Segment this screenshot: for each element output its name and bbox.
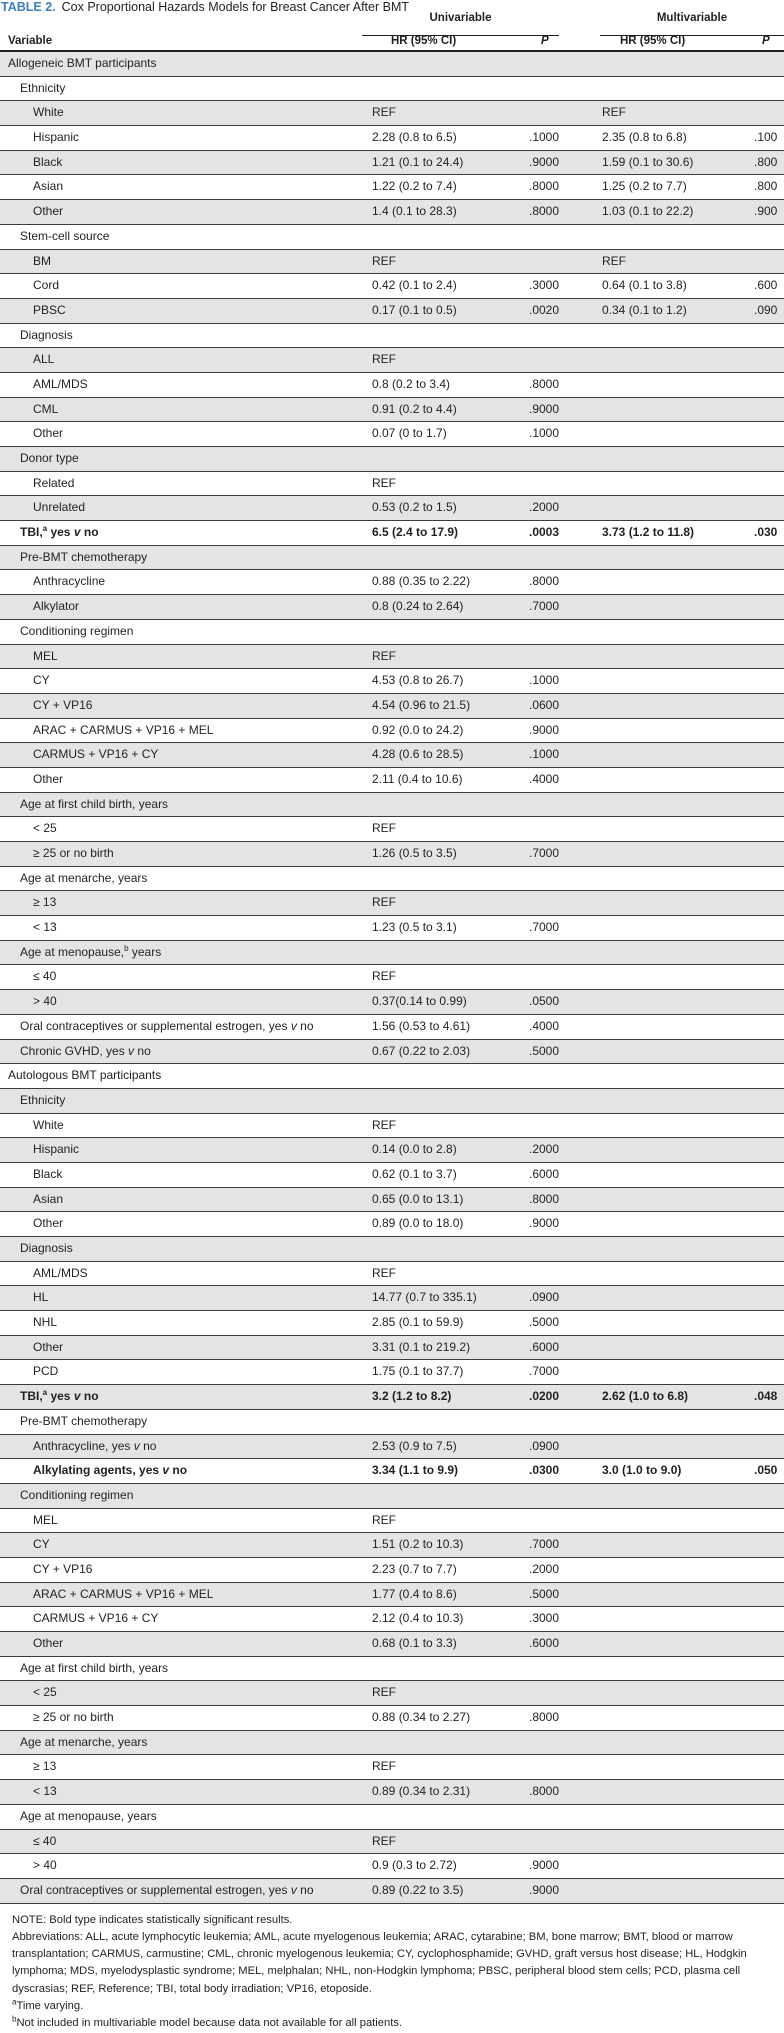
hr-univariable-cell: 3.31 (0.1 to 219.2) — [372, 1339, 471, 1354]
table-row — [0, 1780, 784, 1805]
variable-cell: ARAC + CARMUS + VP16 + MEL — [33, 1586, 214, 1601]
table-row — [0, 225, 784, 250]
table-row — [0, 101, 784, 126]
table-row — [0, 570, 784, 595]
table-row — [0, 1385, 784, 1410]
variable-cell: < 25 — [33, 1685, 57, 1700]
hr-multivariable-cell: 1.03 (0.1 to 22.2) — [602, 204, 694, 219]
table-row — [0, 151, 784, 176]
table-row — [0, 620, 784, 645]
table-row — [0, 398, 784, 423]
p-multivariable-cell: .048 — [754, 1389, 778, 1404]
hr-univariable-cell: 1.21 (0.1 to 24.4) — [372, 154, 464, 169]
table-row — [0, 768, 784, 793]
variable-cell: Hispanic — [33, 1142, 80, 1157]
table-row — [0, 200, 784, 225]
variable-cell: Black — [33, 154, 63, 169]
table-row — [0, 1188, 784, 1213]
table-row — [0, 842, 784, 867]
variable-cell: Autologous BMT participants — [8, 1068, 162, 1083]
hr-univariable-cell: 0.14 (0.0 to 2.8) — [372, 1142, 457, 1157]
variable-cell: NHL — [33, 1315, 58, 1330]
variable-cell: Ethnicity — [20, 1092, 66, 1107]
p-univariable-cell: .3000 — [529, 1611, 560, 1626]
table-row — [0, 743, 784, 768]
variable-cell: Age at first child birth, years — [20, 796, 169, 811]
table-row — [0, 1360, 784, 1385]
table-row — [0, 373, 784, 398]
p-univariable-cell: .1000 — [529, 426, 560, 441]
table-row — [0, 1311, 784, 1336]
variable-cell: CY + VP16 — [33, 1561, 93, 1576]
table-row — [0, 595, 784, 620]
table-row — [0, 1435, 784, 1460]
hr-multivariable-cell: REF — [602, 253, 626, 268]
p-univariable-cell: .2000 — [529, 1561, 560, 1576]
p-univariable-cell: .2000 — [529, 1142, 560, 1157]
hr-multivariable-cell: 0.34 (0.1 to 1.2) — [602, 302, 687, 317]
table-row — [0, 891, 784, 916]
p-univariable-cell: .7000 — [529, 1364, 560, 1379]
variable-cell: < 25 — [33, 821, 57, 836]
multivariable-header: Multivariable — [656, 12, 728, 24]
hr-univariable-cell: REF — [372, 1117, 396, 1132]
p-univariable-cell: .6000 — [529, 1166, 560, 1181]
variable-cell: PCD — [33, 1364, 59, 1379]
variable-cell: Unrelated — [33, 500, 86, 515]
table-row — [0, 1262, 784, 1287]
table-notes — [0, 1904, 784, 2033]
p-univariable-cell: .1000 — [529, 673, 560, 688]
table-row — [0, 1558, 784, 1583]
hr-univariable-cell: 0.07 (0 to 1.7) — [372, 426, 447, 441]
variable-cell: Age at menarche, years — [20, 870, 148, 885]
p-univariable-cell: .7000 — [529, 1537, 560, 1552]
table-row — [0, 175, 784, 200]
variable-cell: Asian — [33, 1191, 64, 1206]
hr-univariable-cell: 2.12 (0.4 to 10.3) — [372, 1611, 464, 1626]
p-univariable-cell: .8000 — [529, 1710, 560, 1725]
p-univariable-cell: .9000 — [529, 1882, 560, 1897]
p-univariable-cell: .7000 — [529, 846, 560, 860]
hr-univariable-cell: 0.67 (0.22 to 2.03) — [372, 1043, 471, 1058]
hr-multivariable-cell: 3.73 (1.2 to 11.8) — [602, 525, 695, 540]
table-row — [0, 1138, 784, 1163]
variable-cell: Other — [33, 204, 64, 219]
table-row — [0, 1509, 784, 1534]
hr-univariable-cell: 0.62 (0.1 to 3.7) — [372, 1166, 457, 1181]
p-univariable-cell: .7000 — [529, 599, 560, 614]
variable-cell: Hispanic — [33, 130, 80, 145]
hr-univariable-cell: 2.28 (0.8 to 6.5) — [372, 130, 457, 145]
hr-univariable-cell: 0.8 (0.2 to 3.4) — [372, 376, 451, 391]
table-row — [0, 1830, 784, 1855]
variable-cell: Chronic GVHD, yes v no — [20, 1043, 151, 1058]
table-row — [0, 447, 784, 472]
hr-univariable-cell: 2.11 (0.4 to 10.6) — [372, 771, 463, 786]
p-univariable-cell: .4000 — [529, 1018, 560, 1033]
variable-cell: MEL — [33, 1512, 58, 1527]
table-row — [0, 1163, 784, 1188]
note-abbreviations: Abbreviations: ALL, acute lymphocytic leukemia; AML, acute myelogenous leukemia; ARAC, cytarabine; BM, bone marrow; BMT, blood or marrow transplantation; CARMUS, carmustine; CML, chronic myelogenous leukemia; CY, cyclophosphamide; GVHD, graft versus host disease; HL, Hodgkin lymphoma; MDS, myelodysplastic syndrome; MEL, melphalan; NHL, non-Hodgkin lymphoma; PBSC, peripheral blood stem cells; PCD, plasma cell dyscrasias; REF, Reference; TBI, total body irradiation; VP16, etoposide. — [12, 1930, 747, 1995]
hr-univariable-cell: 4.28 (0.6 to 28.5) — [372, 747, 464, 762]
column-header-row — [0, 22, 784, 52]
hr-univariable-cell: REF — [372, 1759, 396, 1774]
hr-univariable-cell: REF — [372, 895, 396, 910]
table-row — [0, 1237, 784, 1262]
hr-univariable-cell: 0.17 (0.1 to 0.5) — [372, 302, 457, 317]
hr-univariable-cell: REF — [372, 352, 396, 367]
footnote-a: $^a$Time varying. — [12, 1997, 84, 2013]
table-row — [0, 422, 784, 447]
variable-cell: PBSC — [33, 302, 66, 317]
p-univariable-cell: .5000 — [529, 1043, 560, 1058]
table-row — [0, 1731, 784, 1756]
table-row — [0, 965, 784, 990]
hr-univariable-cell: 0.89 (0.0 to 18.0) — [372, 1216, 464, 1231]
variable-cell: > 40 — [33, 994, 57, 1009]
table-row — [0, 1632, 784, 1657]
variable-cell: Other — [33, 426, 64, 441]
hr-univariable-cell: 4.53 (0.8 to 26.7) — [372, 673, 464, 688]
table-row — [0, 1583, 784, 1608]
variable-cell: Other — [33, 771, 64, 786]
p-univariable-cell: .0900 — [529, 1438, 560, 1453]
p-multivariable-cell: .030 — [754, 525, 778, 540]
variable-cell: Cord — [33, 278, 60, 293]
variable-cell: CY + VP16 — [33, 697, 93, 712]
univariable-header: Univariable — [429, 12, 492, 24]
variable-cell: Donor type — [20, 451, 79, 465]
variable-cell: Diagnosis — [20, 327, 73, 342]
variable-cell: CML — [33, 401, 59, 416]
variable-cell: TBI,$^a$ yes v no — [20, 1388, 99, 1404]
table-row — [0, 1212, 784, 1237]
p-univariable-cell: .2000 — [529, 500, 560, 515]
variable-cell: Conditioning regimen — [20, 1487, 134, 1502]
p-multivariable-cell: .900 — [754, 204, 778, 219]
variable-cell: MEL — [33, 648, 58, 663]
variable-cell: Black — [33, 1166, 63, 1181]
variable-cell: Alkylator — [33, 599, 80, 614]
table-row — [0, 324, 784, 349]
hr-univariable-cell: 2.85 (0.1 to 59.9) — [372, 1315, 464, 1330]
hr-univariable-cell: 0.42 (0.1 to 2.4) — [372, 278, 457, 293]
hr-univariable-cell: 0.37(0.14 to 0.99) — [372, 994, 467, 1009]
table-row — [0, 1854, 784, 1879]
hr-univariable-cell: 0.8 (0.24 to 2.64) — [372, 599, 464, 614]
hr-univariable-cell: 3.2 (1.2 to 8.2) — [372, 1389, 452, 1404]
p-univariable-cell: .1000 — [529, 130, 560, 145]
variable-cell: Ethnicity — [20, 80, 66, 95]
variable-cell: Pre-BMT chemotherapy — [20, 1413, 148, 1428]
variable-cell: Other — [33, 1339, 64, 1354]
table-row — [0, 496, 784, 521]
table-row — [0, 52, 784, 77]
variable-cell: Age at first child birth, years — [20, 1660, 169, 1675]
p-multivariable-cell: .800 — [754, 179, 778, 194]
hr-univariable-cell: 0.89 (0.22 to 3.5) — [372, 1882, 464, 1897]
table-row — [0, 1681, 784, 1706]
hr-multivariable-cell: 3.0 (1.0 to 9.0) — [602, 1463, 682, 1478]
variable-cell: Other — [33, 1216, 64, 1231]
p-univariable-cell: .7000 — [529, 920, 560, 935]
hr-univariable-cell: 1.75 (0.1 to 37.7) — [372, 1364, 464, 1379]
variable-cell: CARMUS + VP16 + CY — [33, 747, 159, 762]
variable-cell: Oral contraceptives or supplemental estrogen, yes v no — [20, 1882, 314, 1897]
p-univariable-cell: .8000 — [529, 1784, 560, 1799]
table-body — [0, 52, 784, 1904]
hr-univariable-cell: REF — [372, 1512, 396, 1527]
table-row — [0, 250, 784, 275]
p-univariable-cell: .8000 — [529, 179, 560, 194]
p-univariable-cell: .6000 — [529, 1636, 560, 1650]
p-univariable-cell: .0300 — [529, 1463, 560, 1478]
table-label: TABLE 2. — [1, 0, 56, 14]
p-univariable-cell: .0003 — [529, 525, 560, 540]
hr-univariable-cell: 0.68 (0.1 to 3.3) — [372, 1636, 457, 1650]
variable-cell: AML/MDS — [33, 376, 88, 391]
table-row — [0, 645, 784, 670]
variable-cell: ≤ 40 — [33, 969, 57, 984]
hr-univariable-cell: 2.23 (0.7 to 7.7) — [372, 1561, 457, 1576]
table-row — [0, 669, 784, 694]
variable-cell: Other — [33, 1636, 64, 1650]
variable-cell: ARAC + CARMUS + VP16 + MEL — [33, 722, 214, 737]
hr-univariable-cell: REF — [372, 1685, 396, 1700]
table-row — [0, 1089, 784, 1114]
variable-cell: AML/MDS — [33, 1265, 88, 1280]
hr-multivariable-cell: REF — [602, 105, 626, 120]
variable-cell: HL — [33, 1290, 49, 1305]
hr-multivariable-cell: 0.64 (0.1 to 3.8) — [602, 278, 687, 293]
variable-cell: ≥ 13 — [33, 1759, 57, 1774]
table-row — [0, 1286, 784, 1311]
hr-univariable-cell: 2.53 (0.9 to 7.5) — [372, 1438, 457, 1453]
hr-univariable-cell: REF — [372, 648, 396, 663]
hr-univariable-cell: 0.92 (0.0 to 24.2) — [372, 722, 464, 737]
table-row — [0, 77, 784, 102]
table-row — [0, 274, 784, 299]
table-row — [0, 1459, 784, 1484]
hr-univariable-cell: REF — [372, 1265, 396, 1280]
p-univariable-cell: .5000 — [529, 1315, 560, 1330]
table-row — [0, 719, 784, 744]
table-row — [0, 817, 784, 842]
hr-univariable-cell: 0.88 (0.35 to 2.22) — [372, 574, 471, 589]
p-univariable-cell: .9000 — [529, 1858, 560, 1873]
col-p-univariable: P — [541, 35, 549, 47]
p-univariable-cell: .5000 — [529, 1586, 560, 1601]
p-multivariable-cell: .100 — [754, 130, 778, 145]
variable-cell: TBI,$^a$ yes v no — [20, 524, 99, 540]
col-p-multivariable: P — [762, 35, 770, 47]
p-multivariable-cell: .050 — [754, 1463, 778, 1478]
table-row — [0, 472, 784, 497]
p-univariable-cell: .9000 — [529, 1216, 560, 1231]
hr-univariable-cell: REF — [372, 475, 396, 490]
variable-cell: ALL — [33, 352, 55, 367]
p-multivariable-cell: .090 — [754, 302, 778, 317]
table-row — [0, 1015, 784, 1040]
hr-multivariable-cell: 2.35 (0.8 to 6.8) — [602, 130, 687, 145]
p-univariable-cell: .0900 — [529, 1290, 560, 1305]
hr-univariable-cell: 4.54 (0.96 to 21.5) — [372, 697, 471, 712]
p-univariable-cell: .0020 — [529, 302, 560, 317]
p-univariable-cell: .8000 — [529, 1191, 560, 1206]
table-row — [0, 1706, 784, 1731]
hr-univariable-cell: 1.51 (0.2 to 10.3) — [372, 1537, 464, 1552]
variable-cell: Pre-BMT chemotherapy — [20, 549, 148, 564]
hr-univariable-cell: 1.77 (0.4 to 8.6) — [372, 1586, 457, 1601]
table-row — [0, 1064, 784, 1089]
p-multivariable-cell: .800 — [754, 154, 778, 169]
variable-cell: Asian — [33, 179, 64, 194]
p-multivariable-cell: .600 — [754, 278, 778, 293]
note-bold: NOTE: Bold type indicates statistically significant results. — [12, 1913, 293, 1926]
col-variable: Variable — [8, 35, 53, 47]
p-univariable-cell: .0600 — [529, 697, 560, 712]
table-row — [0, 1657, 784, 1682]
hr-univariable-cell: 1.23 (0.5 to 3.1) — [372, 920, 457, 935]
hr-univariable-cell: REF — [372, 969, 396, 984]
variable-cell: Age at menarche, years — [20, 1734, 148, 1749]
hr-univariable-cell: 1.26 (0.5 to 3.5) — [372, 846, 457, 860]
table-row — [0, 1336, 784, 1361]
variable-cell: < 13 — [33, 920, 57, 935]
p-univariable-cell: .1000 — [529, 747, 560, 762]
variable-cell: White — [33, 105, 64, 120]
hr-univariable-cell: REF — [372, 105, 396, 120]
variable-cell: ≤ 40 — [33, 1833, 57, 1848]
hr-multivariable-cell: 1.25 (0.2 to 7.7) — [602, 179, 687, 194]
variable-cell: White — [33, 1117, 64, 1132]
variable-cell: ≥ 13 — [33, 895, 57, 910]
variable-cell: Oral contraceptives or supplemental estrogen, yes v no — [20, 1018, 314, 1033]
table-row — [0, 916, 784, 941]
variable-cell: ≥ 25 or no birth — [33, 846, 114, 860]
variable-cell: > 40 — [33, 1858, 57, 1873]
footnote-b: $^b$Not included in multivariable model because data not available for all patients. — [12, 2014, 403, 2030]
table-row — [0, 1040, 784, 1065]
hr-univariable-cell: 6.5 (2.4 to 17.9) — [372, 525, 459, 540]
p-univariable-cell: .9000 — [529, 154, 560, 169]
p-univariable-cell: .8000 — [529, 574, 560, 589]
table-row — [0, 1805, 784, 1830]
hr-univariable-cell: 1.56 (0.53 to 4.61) — [372, 1018, 471, 1033]
table-row — [0, 348, 784, 373]
variable-cell: Stem-cell source — [20, 228, 110, 243]
table-row — [0, 990, 784, 1015]
variable-cell: Alkylating agents, yes v no — [33, 1463, 188, 1478]
variable-cell: CARMUS + VP16 + CY — [33, 1611, 159, 1626]
table-row — [0, 521, 784, 546]
hr-univariable-cell: 0.91 (0.2 to 4.4) — [372, 401, 457, 416]
variable-cell: BM — [33, 253, 51, 268]
p-univariable-cell: .0500 — [529, 994, 560, 1009]
variable-cell: Age at menopause, years — [20, 1808, 157, 1823]
hr-univariable-cell: 1.4 (0.1 to 28.3) — [372, 204, 457, 219]
table-row — [0, 546, 784, 571]
variable-cell: Anthracycline — [33, 574, 106, 589]
table-row — [0, 793, 784, 818]
p-univariable-cell: .9000 — [529, 722, 560, 737]
hr-univariable-cell: 3.34 (1.1 to 9.9) — [372, 1463, 459, 1478]
table-row — [0, 1533, 784, 1558]
hr-univariable-cell: 14.77 (0.7 to 335.1) — [372, 1290, 477, 1305]
variable-cell: CY — [33, 673, 50, 688]
p-univariable-cell: .0200 — [529, 1389, 560, 1404]
table-row — [0, 941, 784, 966]
table-row — [0, 1755, 784, 1780]
variable-cell: Diagnosis — [20, 1241, 73, 1255]
p-univariable-cell: .3000 — [529, 278, 560, 293]
p-univariable-cell: .4000 — [529, 771, 560, 786]
hr-univariable-cell: 0.88 (0.34 to 2.27) — [372, 1710, 471, 1725]
variable-cell: Allogeneic BMT participants — [8, 56, 157, 70]
table-row — [0, 1879, 784, 1904]
hr-univariable-cell: 0.53 (0.2 to 1.5) — [372, 500, 457, 515]
hr-univariable-cell: 1.22 (0.2 to 7.4) — [372, 179, 457, 194]
hr-multivariable-cell: 2.62 (1.0 to 6.8) — [602, 1389, 689, 1404]
p-univariable-cell: .9000 — [529, 401, 560, 416]
table-title: Cox Proportional Hazards Models for Breast Cancer After BMT — [61, 0, 409, 14]
table-row — [0, 1114, 784, 1139]
table-row — [0, 1607, 784, 1632]
variable-cell: ≥ 25 or no birth — [33, 1710, 114, 1725]
table-row — [0, 867, 784, 892]
hr-univariable-cell: REF — [372, 253, 396, 268]
table-row — [0, 694, 784, 719]
table-row — [0, 299, 784, 324]
variable-cell: Anthracycline, yes v no — [33, 1438, 157, 1453]
variable-cell: Related — [33, 475, 75, 490]
hr-univariable-cell: REF — [372, 1833, 396, 1848]
hr-univariable-cell: REF — [372, 821, 396, 836]
variable-cell: CY — [33, 1537, 50, 1552]
table-row — [0, 1484, 784, 1509]
variable-cell: Age at menopause,$^b$ years — [20, 943, 162, 959]
hr-univariable-cell: 0.9 (0.3 to 2.72) — [372, 1858, 457, 1873]
hr-univariable-cell: 0.65 (0.0 to 13.1) — [372, 1191, 464, 1206]
hr-univariable-cell: 0.89 (0.34 to 2.31) — [372, 1784, 471, 1799]
hr-multivariable-cell: 1.59 (0.1 to 30.6) — [602, 154, 694, 169]
col-hr-multivariable: HR (95% CI) — [620, 35, 686, 47]
variable-cell: Conditioning regimen — [20, 623, 134, 638]
p-univariable-cell: .8000 — [529, 204, 560, 219]
p-univariable-cell: .6000 — [529, 1339, 560, 1354]
table-row — [0, 1410, 784, 1435]
p-univariable-cell: .8000 — [529, 376, 560, 391]
variable-cell: < 13 — [33, 1784, 57, 1799]
col-hr-univariable: HR (95% CI) — [391, 35, 457, 47]
table-row — [0, 126, 784, 151]
